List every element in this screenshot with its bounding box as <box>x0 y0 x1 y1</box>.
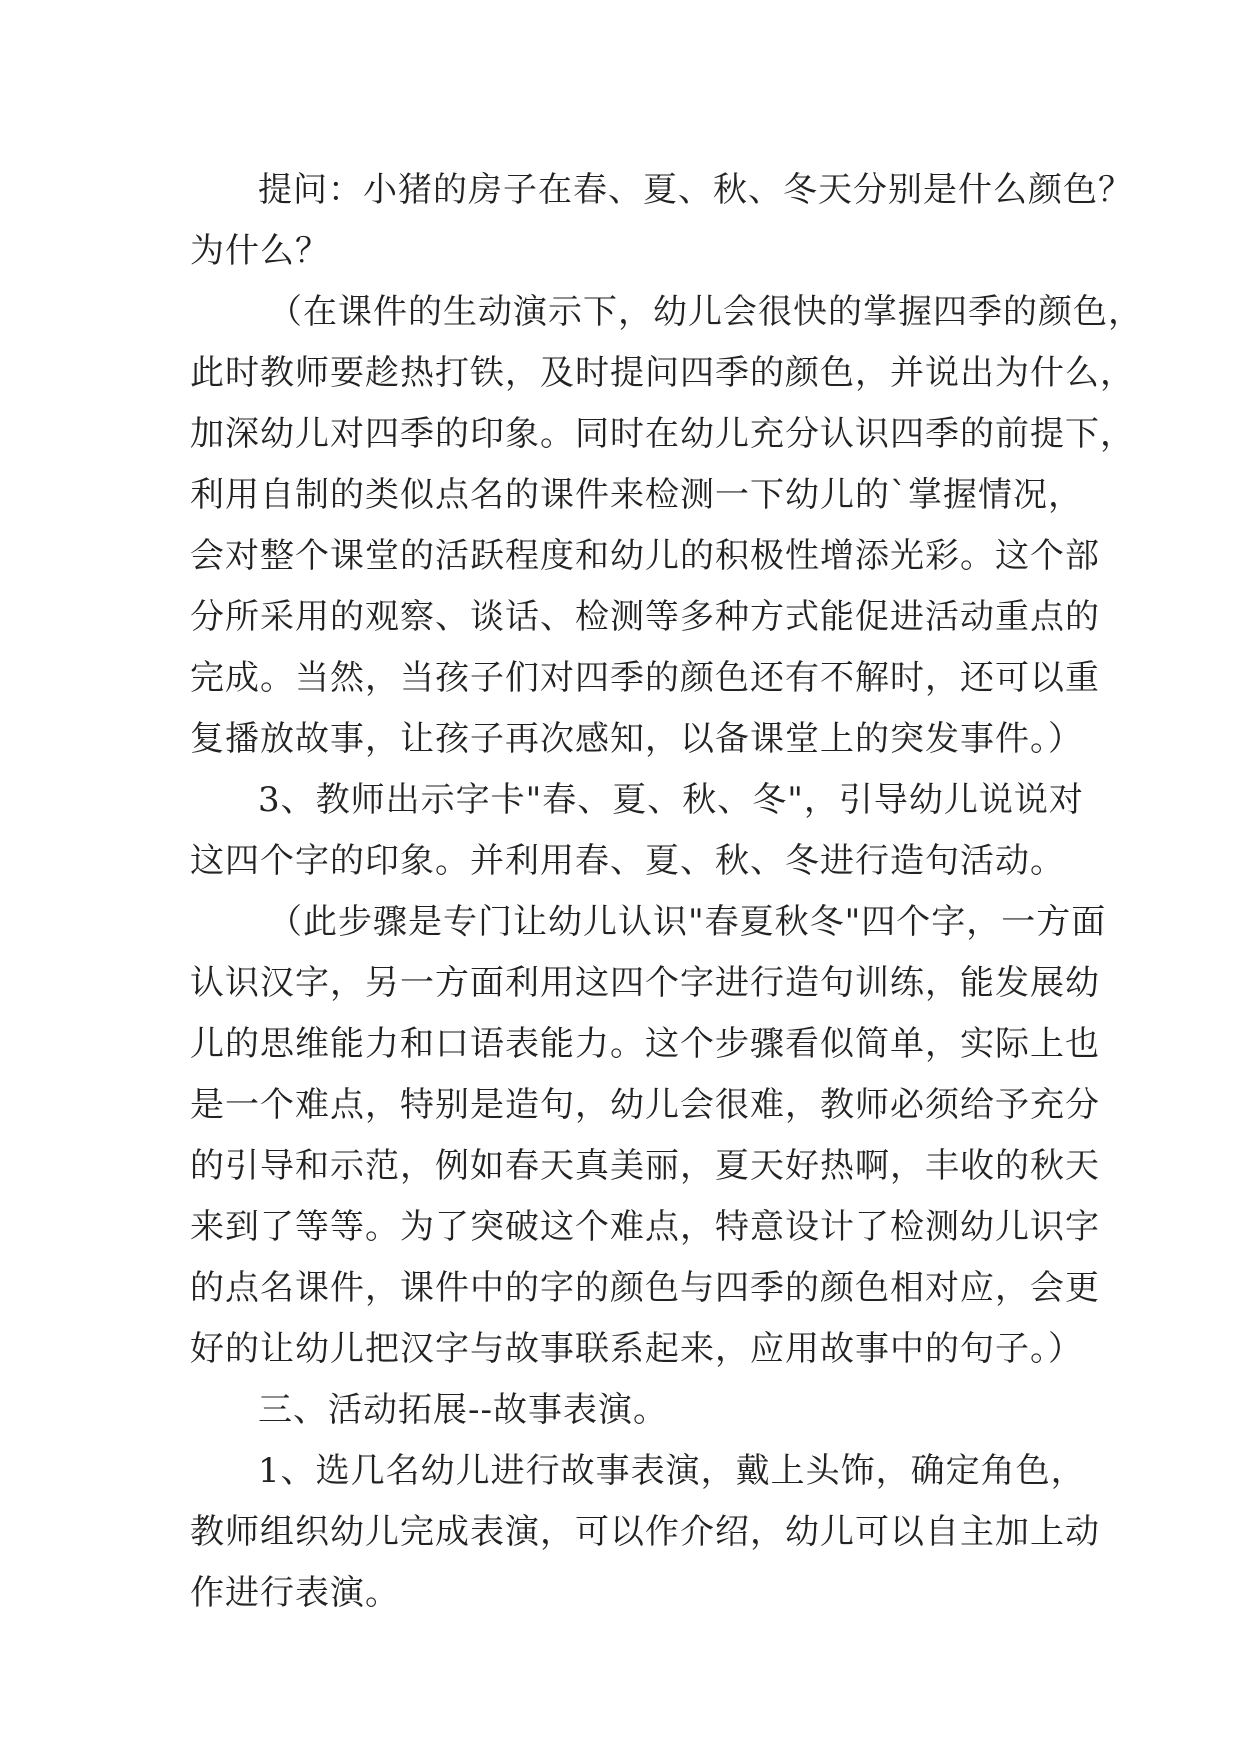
paragraph-step-3 <box>190 770 1090 892</box>
text-line: （在课件的生动演示下，幼儿会很快的掌握四季的颜色， <box>268 292 1143 332</box>
text-line: 好的让幼儿把汉字与故事联系起来，应用故事中的句子。） <box>190 1329 1083 1369</box>
text-line: 1、选几名幼儿进行故事表演，戴上头饰，确定角色， <box>258 1451 1086 1491</box>
text-line: 3、教师出示字卡"春、夏、秋、冬"，引导幼儿说说对 <box>258 780 1084 820</box>
text-line: 为什么？ <box>190 231 330 271</box>
paragraph-question <box>190 160 1133 282</box>
text-line: 儿的思维能力和口语表能力。这个步骤看似简单，实际上也 <box>190 1024 1100 1064</box>
text-line: 复播放故事，让孩子再次感知，以备课堂上的突发事件。） <box>190 719 1083 759</box>
text-line: 教师组织幼儿完成表演，可以作介绍，幼儿可以自主加上动 <box>190 1512 1100 1552</box>
text-line: 这四个字的印象。并利用春、夏、秋、冬进行造句活动。 <box>190 841 1065 881</box>
paragraph-step-3-note <box>190 892 1107 1380</box>
text-line: 分所采用的观察、谈话、检测等多种方式能促进活动重点的 <box>190 597 1100 637</box>
section-heading-extension <box>190 1380 1090 1441</box>
text-line: 的引导和示范，例如春天真美丽，夏天好热啊，丰收的秋天 <box>190 1146 1100 1186</box>
text-line: 作进行表演。 <box>190 1573 400 1613</box>
text-line: 是一个难点，特别是造句，幼儿会很难，教师必须给予充分 <box>190 1085 1100 1125</box>
text-line: 完成。当然，当孩子们对四季的颜色还有不解时，还可以重 <box>190 658 1100 698</box>
text-line: 加深幼儿对四季的印象。同时在幼儿充分认识四季的前提下， <box>190 414 1135 454</box>
text-line: 提问：小猪的房子在春、夏、秋、冬天分别是什么颜色？ <box>258 170 1133 210</box>
text-line: 利用自制的类似点名的课件来检测一下幼儿的`掌握情况， <box>190 475 1083 515</box>
text-line: 此时教师要趁热打铁，及时提问四季的颜色，并说出为什么， <box>190 353 1135 393</box>
text-line: 会对整个课堂的活跃程度和幼儿的积极性增添光彩。这个部 <box>190 536 1100 576</box>
text-line: （此步骤是专门让幼儿认识"春夏秋冬"四个字，一方面 <box>268 902 1107 942</box>
text-line: 三、活动拓展--故事表演。 <box>258 1390 668 1430</box>
paragraph-courseware-note <box>190 282 1143 770</box>
text-line: 来到了等等。为了突破这个难点，特意设计了检测幼儿识字 <box>190 1207 1100 1247</box>
paragraph-performance <box>190 1441 1100 1624</box>
text-line: 的点名课件，课件中的字的颜色与四季的颜色相对应，会更 <box>190 1268 1100 1308</box>
document-body <box>190 160 1143 1624</box>
text-line: 认识汉字，另一方面利用这四个字进行造句训练，能发展幼 <box>190 963 1100 1003</box>
